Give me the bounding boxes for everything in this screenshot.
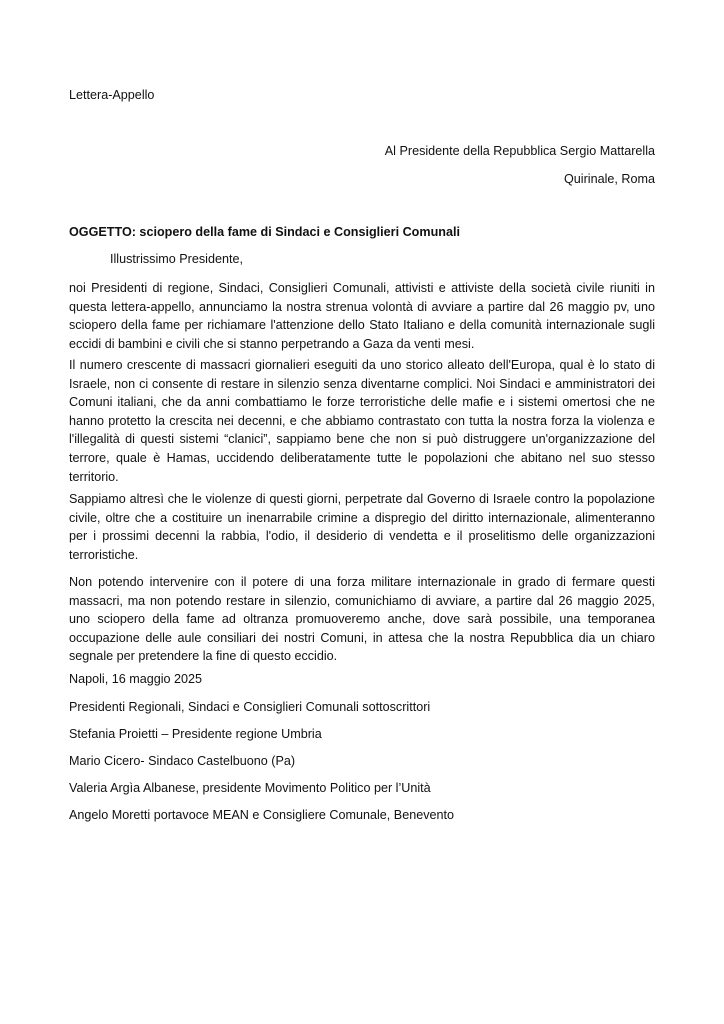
signatories-title: Presidenti Regionali, Sindaci e Consiglieri Comunali sottoscrittori	[69, 700, 431, 714]
signatory-2: Mario Cicero- Sindaco Castelbuono (Pa)	[69, 754, 296, 768]
body-paragraph-4: Non potendo intervenire con il potere di una forza militare internazionale in grado di fermare questi massacri, ma non potendo restare in silenzio, comunichiamo di avviare, a partire dal 26 maggio 2025, uno sciopero della fame ad oltranza promuoveremo anche, dove sarà possibile, una temporanea occupazione delle aule consiliari dei nostri Comuni, in attesa che la nostra Repubblica dia un chiaro segnale per pretendere la fine di questo eccidio.	[69, 575, 655, 664]
signatory-4: Angelo Moretti portavoce MEAN e Consigliere Comunale, Benevento	[69, 808, 455, 822]
date-line: Napoli, 16 maggio 2025	[69, 672, 203, 686]
signatory-3: Valeria Argìa Albanese, presidente Movimento Politico per l’Unità	[69, 781, 431, 795]
recipient-name: Al Presidente della Repubblica Sergio Mattarella	[384, 144, 655, 158]
greeting: Illustrissimo Presidente,	[110, 252, 243, 266]
body-paragraph-2: Il numero crescente di massacri giornalieri eseguiti da uno storico alleato dell'Europa, qual è lo stato di Israele, non ci consente di restare in silenzio senza diventarne complici. Noi Sindaci e amministratori dei Comuni italiani, che da anni combattiamo le forze terroristiche delle mafie e i sistemi omertosi che ne hanno protetto la crescita nei decenni, e che abbiamo contrastato con tutta la nostra forza la violenza e l'illegalità di questi sistemi “clanici”, sappiamo bene che non si può distruggere un'organizzazione del terrore, quale è Hamas, uccidendo deliberatamente tutte le popolazioni che abitano nel suo stesso territorio.	[69, 358, 655, 484]
letter-heading: Lettera-Appello	[69, 88, 155, 102]
body-paragraph-3: Sappiamo altresì che le violenze di questi giorni, perpetrate dal Governo di Israele contro la popolazione civile, oltre che a costituire un inenarrabile crimine a dispregio del diritto internazionale, alimenteranno per i prossimi decenni la rabbia, l'odio, il desiderio di vendetta e il proselitismo delle organizzazioni terroristiche.	[69, 492, 655, 562]
recipient-address: Quirinale, Roma	[564, 172, 655, 186]
body-paragraph-1: noi Presidenti di regione, Sindaci, Consiglieri Comunali, attivisti e attiviste della società civile riuniti in questa lettera-appello, annunciamo la nostra strenua volontà di avviare a partire dal 26 maggio pv, uno sciopero della fame per richiamare l'attenzione dello Stato Italiano e della comunità internazionale sugli eccidi di bambini e civili che si stanno perpetrando a Gaza da venti mesi.	[69, 281, 655, 351]
subject-line: OGGETTO: sciopero della fame di Sindaci e Consiglieri Comunali	[69, 225, 460, 239]
signatory-1: Stefania Proietti – Presidente regione Umbria	[69, 727, 322, 741]
